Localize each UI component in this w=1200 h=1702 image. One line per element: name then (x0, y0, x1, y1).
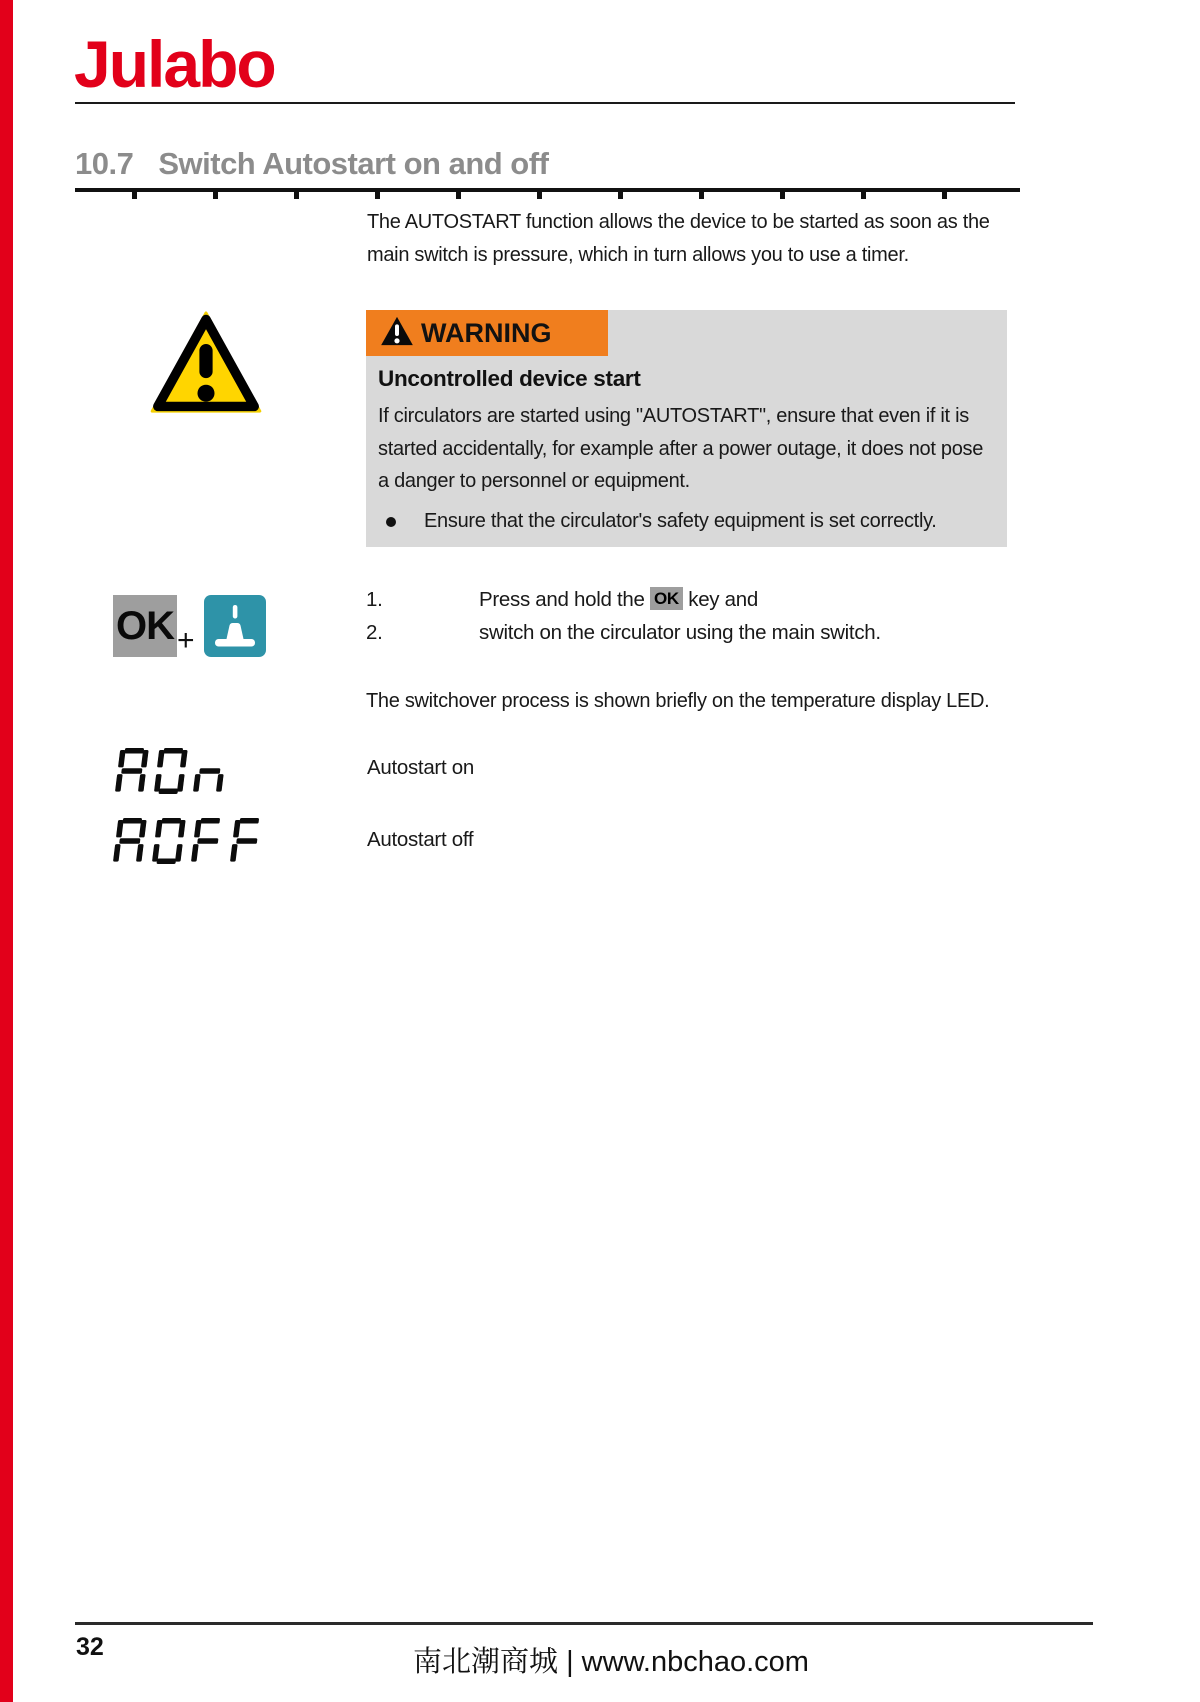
heading-rule-tick (456, 192, 461, 199)
warning-body-line: a danger to personnel or equipment. (378, 470, 690, 492)
step-text: switch on the circulator using the main switch. (479, 621, 881, 644)
plus-sign: + (177, 624, 195, 657)
section-number: 10.7 (75, 146, 134, 181)
warning-bullet-text: Ensure that the circulator's safety equipment is set correctly. (424, 510, 937, 532)
main-switch-key-icon (204, 595, 266, 657)
step-row (366, 588, 881, 612)
warning-body-line: If circulators are started using "AUTOSTART", ensure that even if it is (378, 405, 969, 427)
warning-banner-label: WARNING (421, 317, 552, 348)
heading-rule-tick (780, 192, 785, 199)
ok-inline-key: OK (650, 587, 683, 610)
warning-banner (366, 310, 608, 356)
intro-line: main switch is pressure, which in turn allows you to use a timer. (367, 244, 909, 266)
warning-box (366, 310, 1007, 547)
intro-line: The AUTOSTART function allows the device to be started as soon as the (367, 211, 990, 233)
footer-site-text: 南北潮商城 | www.nbchao.com (413, 1646, 809, 1678)
step-text-pre: Press and hold the (479, 588, 650, 611)
step-text-post: key and (682, 588, 758, 611)
led-display-autostart-off (112, 818, 264, 869)
heading-rule-tick (537, 192, 542, 199)
display-label-autostart-off: Autostart off (367, 828, 474, 851)
heading-rule-tick (132, 192, 137, 199)
footer-rule (75, 1622, 1093, 1625)
warning-title: Uncontrolled device start (378, 366, 641, 391)
section-title: Switch Autostart on and off (158, 146, 549, 181)
step-number: 1. (366, 588, 383, 611)
ok-key-icon: OK (113, 595, 177, 657)
step-row (366, 621, 881, 645)
heading-rule (75, 188, 1020, 192)
switchover-note: The switchover process is shown briefly on the temperature display LED. (366, 690, 990, 712)
heading-rule-tick (294, 192, 299, 199)
intro-paragraph (367, 206, 990, 272)
warning-body (378, 400, 983, 498)
heading-rule-tick (375, 192, 380, 199)
switch-glyph-icon (204, 595, 266, 657)
heading-rule-tick (861, 192, 866, 199)
bullet-dot (386, 517, 396, 527)
steps-list (366, 588, 881, 654)
page-number: 32 (76, 1633, 104, 1661)
section-heading (75, 146, 548, 182)
led-display-autostart-on (114, 748, 227, 799)
heading-rule-tick (942, 192, 947, 199)
alert-triangle-icon (380, 316, 414, 351)
warning-bullet (378, 510, 937, 533)
heading-rule-tick (213, 192, 218, 199)
warning-triangle-icon (149, 310, 263, 419)
step-text (479, 588, 758, 611)
step-number: 2. (366, 621, 383, 644)
page-edge-red-bar (0, 0, 13, 1702)
heading-rule-tick (618, 192, 623, 199)
julabo-logo: Julabo (74, 27, 275, 101)
warning-body-line: started accidentally, for example after a power outage, it does not pose (378, 437, 984, 460)
display-label-autostart-on: Autostart on (367, 756, 474, 779)
logo-rule (75, 102, 1015, 104)
heading-rule-tick (699, 192, 704, 199)
